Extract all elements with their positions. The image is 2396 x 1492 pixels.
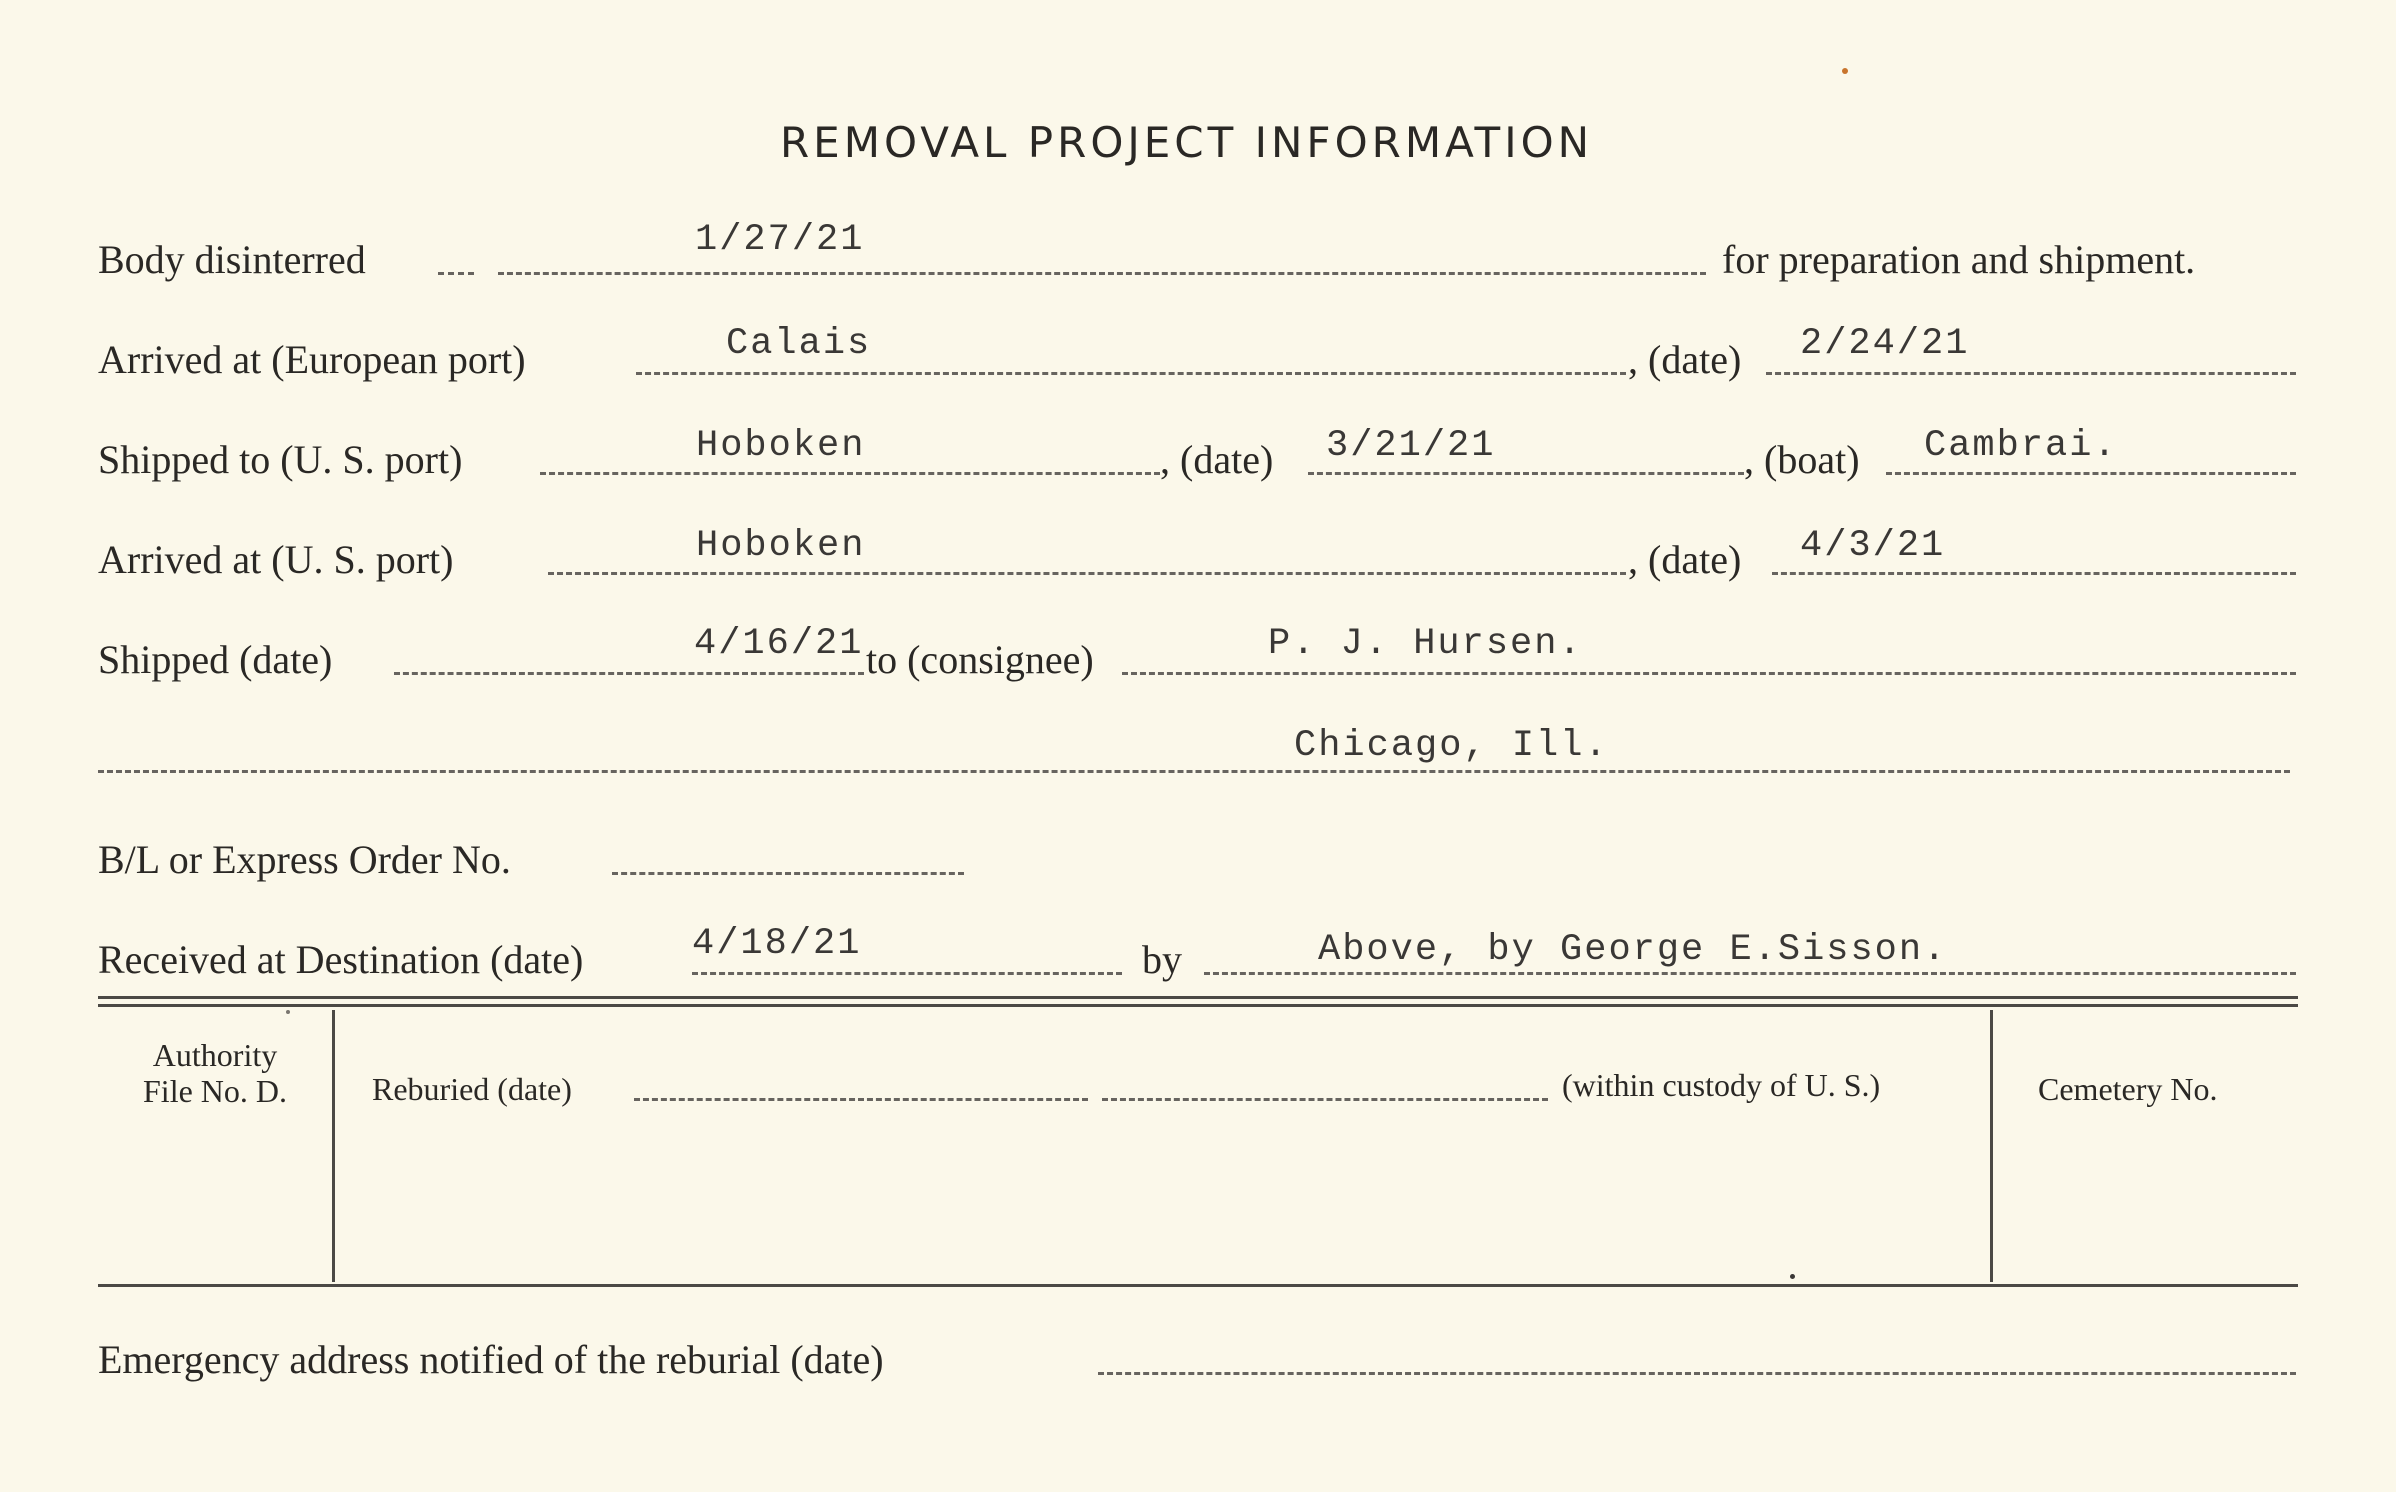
consignee-line-2	[98, 770, 2290, 773]
consignee-label: to (consignee)	[866, 637, 1094, 682]
bl-line	[612, 872, 964, 875]
reburied-label: Reburied (date)	[372, 1071, 572, 1107]
arrived-us-date-line	[1772, 572, 2296, 575]
disinterred-label: Body disinterred	[98, 237, 366, 282]
shipped-to-boat-line	[1886, 472, 2296, 475]
consignee-line	[1122, 672, 2296, 675]
shipped-to-date-label: , (date)	[1160, 437, 1274, 482]
paper-speck	[1790, 1274, 1795, 1279]
received-by-label: by	[1142, 937, 1182, 982]
table-top-rule-1	[98, 996, 2298, 999]
paper-speck	[286, 1010, 290, 1014]
arrived-us-date-label: , (date)	[1628, 537, 1742, 582]
arrived-us-port: Hoboken	[696, 525, 866, 567]
consignee-city: Chicago, Ill.	[1294, 725, 1609, 767]
disinterred-dash-a	[438, 272, 474, 275]
shipped-to-port: Hoboken	[696, 425, 866, 467]
arrived-eu-label: Arrived at (European port)	[98, 337, 526, 382]
shipped-line	[394, 672, 864, 675]
cemetery-label: Cemetery No.	[2038, 1071, 2218, 1107]
emergency-label: Emergency address notified of the reburial (date)	[98, 1337, 884, 1382]
consignee-name: P. J. Hursen.	[1268, 623, 1583, 665]
table-top-rule-2	[98, 1004, 2298, 1007]
shipped-to-date: 3/21/21	[1326, 425, 1496, 467]
received-line	[692, 972, 1122, 975]
emergency-line	[1098, 1372, 2296, 1375]
shipped-to-boat: Cambrai.	[1924, 425, 2118, 467]
received-by-name: Above, by George E.Sisson.	[1318, 929, 1948, 971]
disinterred-suffix: for preparation and shipment.	[1722, 237, 2196, 282]
paper-speck	[1842, 68, 1848, 74]
arrived-eu-line	[636, 372, 1626, 375]
custody-label: (within custody of U. S.)	[1562, 1067, 1881, 1103]
disinterred-date: 1/27/21	[695, 219, 865, 261]
received-label: Received at Destination (date)	[98, 937, 584, 982]
disinterred-line	[498, 272, 1706, 275]
bl-label: B/L or Express Order No.	[98, 837, 511, 882]
shipped-date: 4/16/21	[694, 623, 864, 665]
reburied-line-b	[1102, 1098, 1548, 1101]
table-divider-right	[1990, 1010, 1993, 1282]
table-divider-left	[332, 1010, 335, 1282]
arrived-eu-date-line	[1766, 372, 2296, 375]
shipped-to-line	[540, 472, 1160, 475]
arrived-us-label: Arrived at (U. S. port)	[98, 537, 454, 582]
arrived-eu-date-label: , (date)	[1628, 337, 1742, 382]
arrived-us-line	[548, 572, 1626, 575]
reburied-line-a	[634, 1098, 1088, 1101]
received-date: 4/18/21	[692, 923, 862, 965]
received-by-line	[1204, 972, 2296, 975]
arrived-us-date: 4/3/21	[1800, 525, 1946, 567]
arrived-eu-date: 2/24/21	[1800, 323, 1970, 365]
authority-label-2: File No. D.	[143, 1073, 287, 1109]
shipped-to-boat-label: , (boat)	[1744, 437, 1860, 482]
table-bottom-rule	[98, 1284, 2298, 1287]
arrived-eu-port: Calais	[726, 323, 872, 365]
authority-label-1: Authority	[152, 1037, 278, 1073]
shipped-to-label: Shipped to (U. S. port)	[98, 437, 463, 482]
shipped-to-date-line	[1308, 472, 1744, 475]
shipped-label: Shipped (date)	[98, 637, 333, 682]
card-title: REMOVAL PROJECT INFORMATION	[780, 118, 1594, 167]
